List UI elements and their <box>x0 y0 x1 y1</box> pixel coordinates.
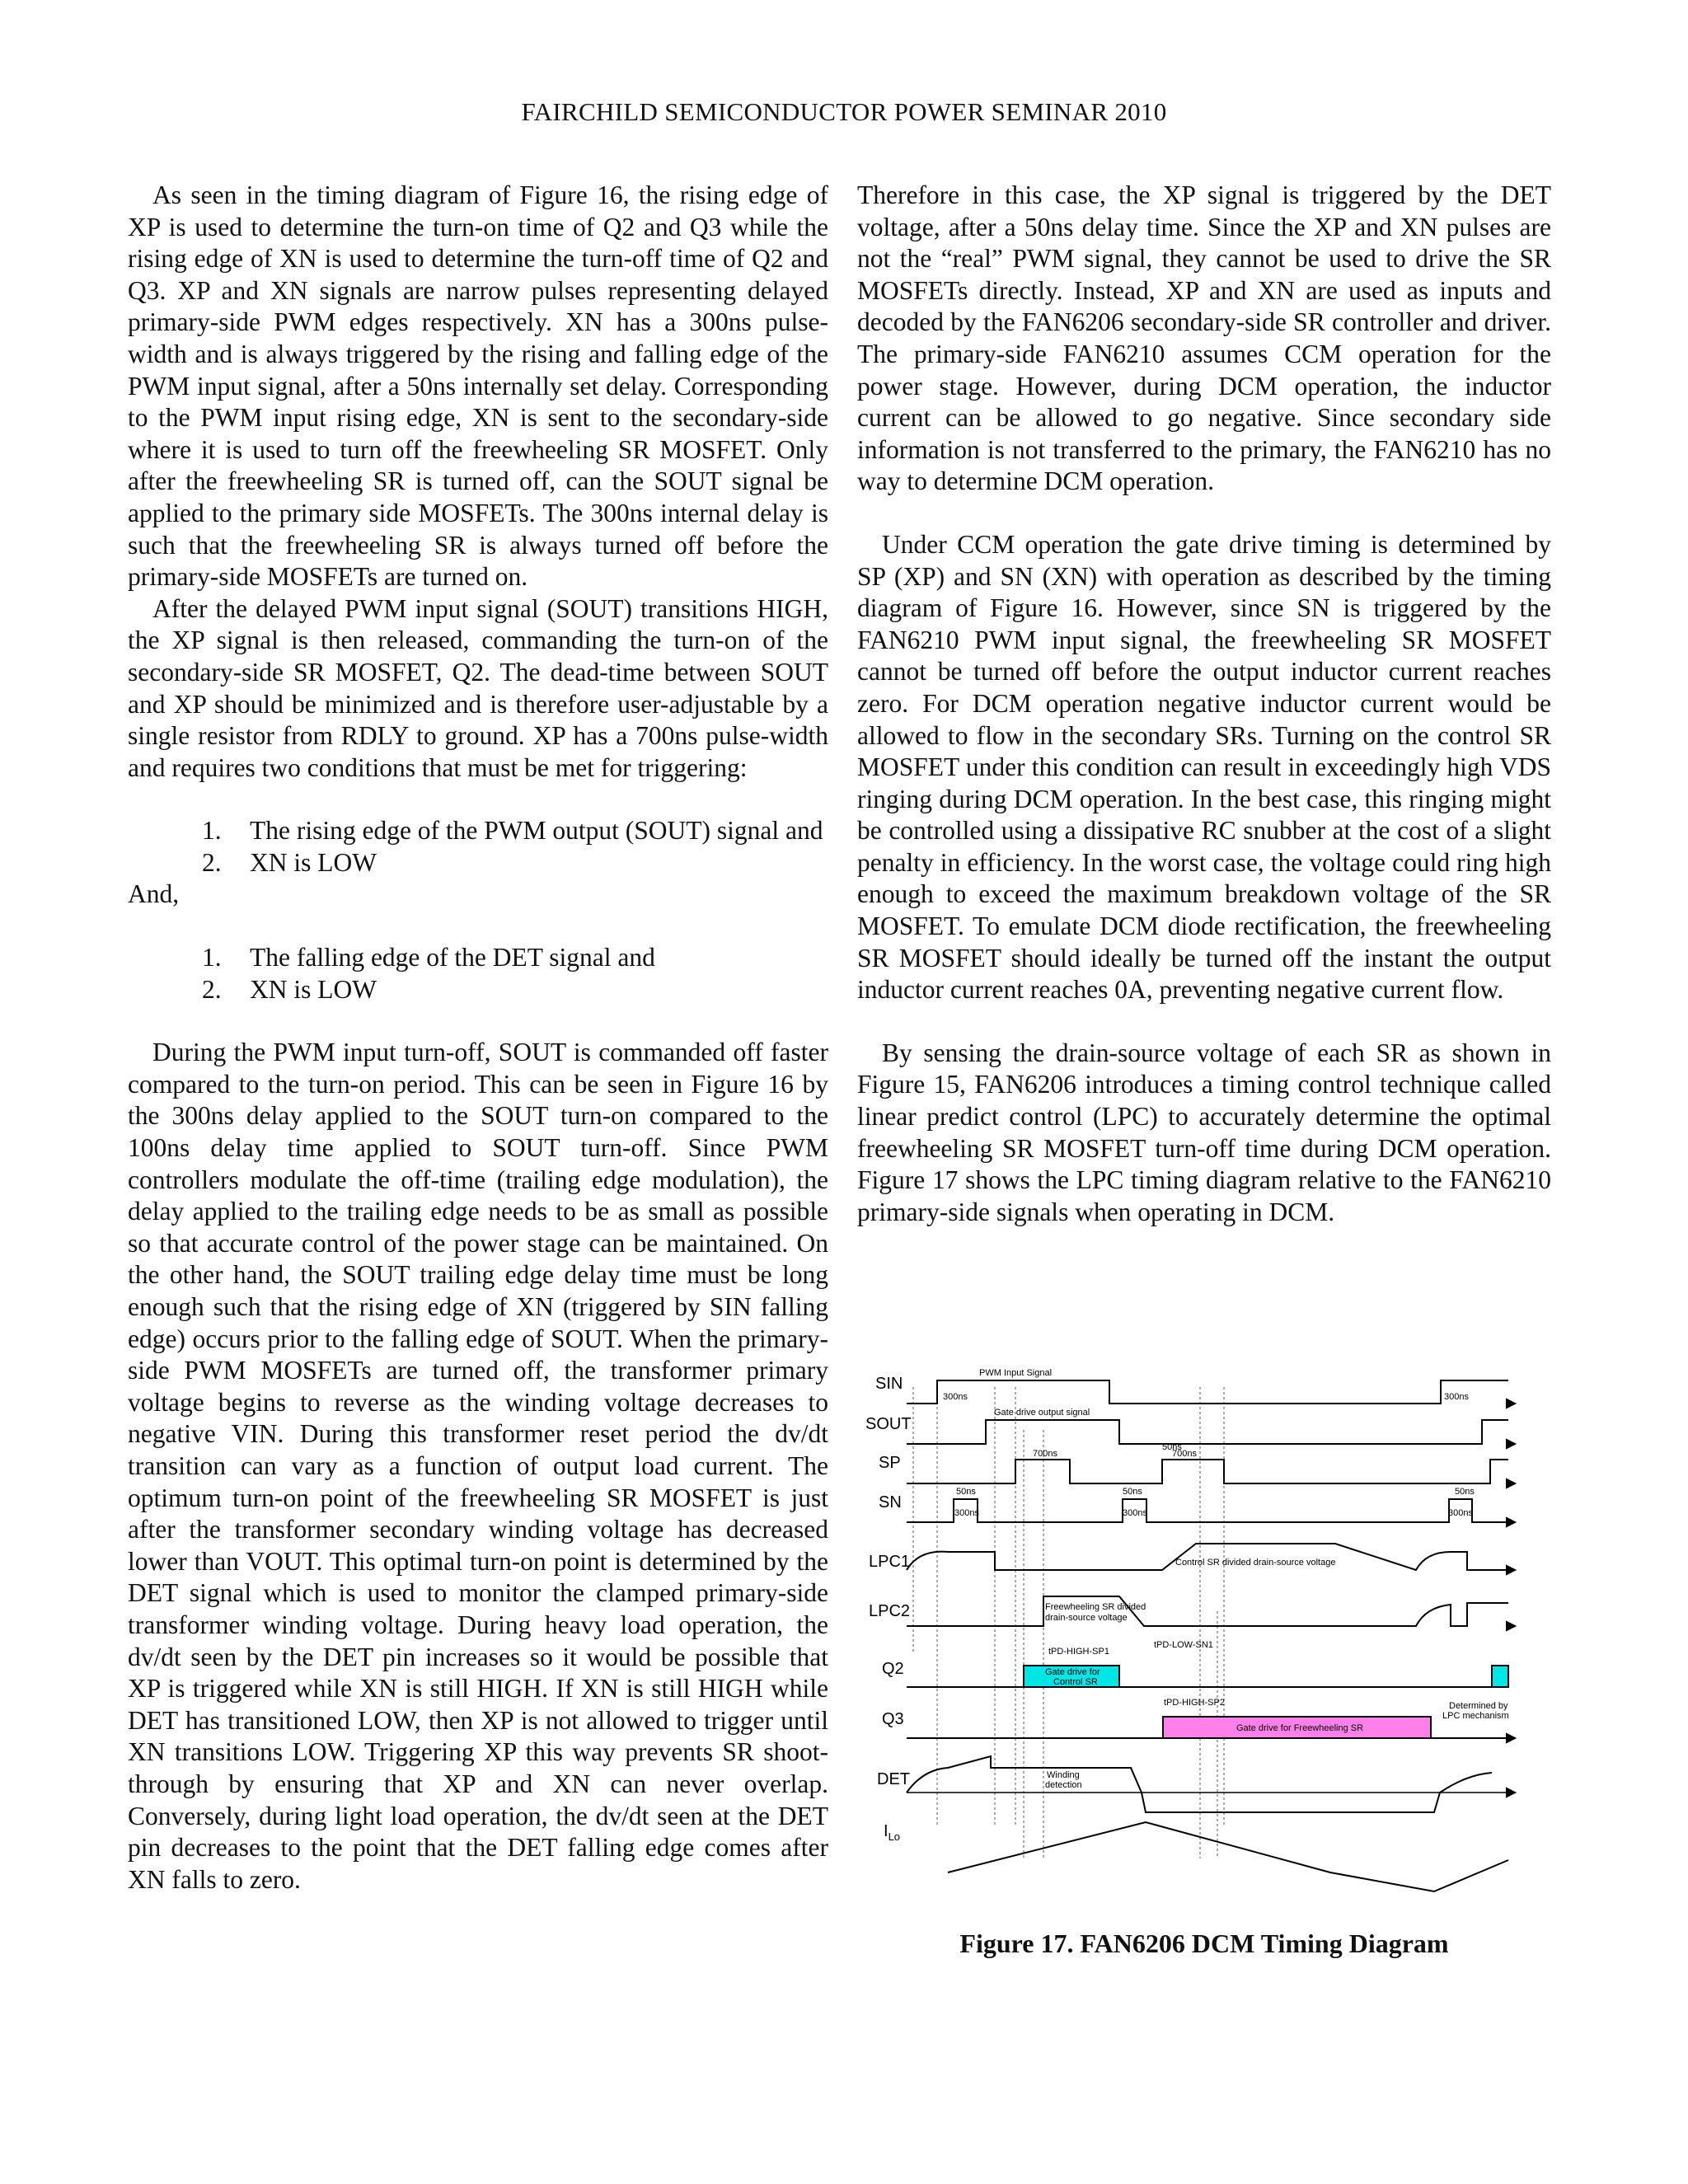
label-sn: SN <box>879 1493 902 1511</box>
spacer <box>857 498 1551 529</box>
winding-detection-label: detection <box>1045 1780 1082 1790</box>
sn-waveform <box>907 1499 1508 1522</box>
timing-label: 300ns <box>1448 1508 1473 1518</box>
left-column <box>128 180 828 1896</box>
timing-label: 300ns <box>1123 1508 1147 1518</box>
spacer <box>128 1005 828 1037</box>
lpc2-annotation: drain-source voltage <box>1045 1613 1128 1623</box>
timing-label: tPD-HIGH-SP2 <box>1164 1698 1225 1708</box>
list-item: 2. XN is LOW <box>202 847 377 877</box>
timing-diagram <box>857 1364 1551 1941</box>
paragraph: Under CCM operation the gate drive timing is determined by SP (XP) and SN (XN) with operation as described by the timing diagram of Figure 16. However, since SN is triggered by the FAN6210 PWM input signal, the freewheeling SR MOSFET cannot be turned off before the output inductor current reaches zero. For DCM operation negative inductor current would be allowed to flow in the secondary SRs. Turning on the control SR MOSFET under this condition can result in exceedingly high VDS ringing during DCM operation. In the best case, this ringing might be controlled using a dissipative RC snubber at the cost of a slight penalty in efficiency. In the worst case, the voltage could ring high enough to exceed the maximum breakdown voltage of the SR MOSFET. To emulate DCM diode rectification, the freewheeling SR MOSFET should ideally be turned off the instant the output inductor current reaches 0A, preventing negative current flow. <box>857 529 1551 1005</box>
timing-label: tPD-HIGH-SP1 <box>1048 1647 1109 1657</box>
label-lpc1: LPC1 <box>869 1553 911 1571</box>
sout-waveform <box>907 1420 1508 1444</box>
timing-label: 300ns <box>943 1392 968 1402</box>
timing-label: 700ns <box>1172 1449 1197 1459</box>
lpc2-annotation: Freewheeling SR divided <box>1045 1602 1146 1612</box>
timing-label: 50ns <box>1162 1442 1182 1452</box>
paragraph: During the PWM input turn-off, SOUT is commanded off faster compared to the turn-on period. This can be seen in Figure 16 by the 300ns delay applied to the SOUT turn-on compared to the 100ns delay time applied to SOUT turn-off. Since PWM controllers modulate the off-time (trailing edge modulation), the delay applied to the trailing edge needs to be as small as possible so that accurate control of the power stage can be maintained. On the other hand, the SOUT trailing edge delay time must be long enough such that the rising edge of XN (triggered by SIN falling edge) occurs prior to the falling edge of SOUT. When the primary-side PWM MOSFETs are turned off, the transformer primary voltage begins to reverse as the winding voltage decreases to negative VIN. During this transformer reset period the dv/dt transition can vary as a function of output load current. The optimum turn-on point of the freewheeling SR MOSFET is just after the transformer secondary winding voltage has decreased lower than VOUT. This optimal turn-on point is determined by the DET signal which is used to monitor the clamped primary-side transformer winding voltage. During heavy load operation, the dv/dt seen by the DET pin increases so it would be possible that XP is triggered while XN is still HIGH. If XN is still HIGH while DET has transitioned LOW, then XP is not allowed to trigger until XN transitions LOW. Triggering XP this way prevents SR shoot-through by ensuring that XP and XN can never overlap. Conversely, during light load operation, the dv/dt seen at the DET pin decreases to the point that the DET falling edge comes after XN falls to zero. <box>128 1038 828 1894</box>
arrow <box>1507 1399 1515 1408</box>
right-column <box>857 180 1551 1228</box>
condition-list-2 <box>128 942 828 1005</box>
ilo-waveform <box>948 1822 1508 1891</box>
arrow <box>1507 1479 1515 1488</box>
arrow <box>1507 1440 1515 1448</box>
timing-label: 50ns <box>1455 1487 1475 1497</box>
paragraph: As seen in the timing diagram of Figure 16, the rising edge of XP is used to determine the turn-on time of Q2 and Q3 while the rising edge of XN is used to determine the turn-off time of Q2 and Q3. XP and XN signals are narrow pulses representing delayed primary-side PWM edges respectively. XN has a 300ns pulse-width and is always triggered by the rising and falling edge of the PWM input signal, after a 50ns internally set delay. Corresponding to the PWM input rising edge, XN is sent to the secondary-side where it is used to turn off the freewheeling SR MOSFET. Only after the freewheeling SR is turned off, can the SOUT signal be applied to the primary side MOSFETs. The 300ns internal delay is such that the freewheeling SR is always turned off before the primary-side MOSFETs are turned on. <box>128 180 828 592</box>
timing-label: 50ns <box>1123 1487 1142 1497</box>
spacer <box>128 784 828 815</box>
paragraph: By sensing the drain-source voltage of each SR as shown in Figure 15, FAN6206 introduces a timing control technique called linear predict control (LPC) to accurately determine the optimal freewheeling SR MOSFET turn-off time during DCM operation. Figure 17 shows the LPC timing diagram relative to the FAN6210 primary-side signals when operating in DCM. <box>857 1038 1551 1226</box>
arrow <box>1507 1734 1515 1742</box>
pwm-input-label: PWM Input Signal <box>979 1368 1053 1378</box>
label-sout: SOUT <box>865 1415 912 1433</box>
lpc2-waveform <box>907 1596 1508 1626</box>
list-item: 2. XN is LOW <box>202 974 377 1004</box>
timing-label: 300ns <box>954 1508 979 1518</box>
condition-list-1 <box>128 815 828 879</box>
spacer <box>857 1006 1551 1038</box>
sin-waveform <box>907 1380 1508 1404</box>
paragraph: Therefore in this case, the XP signal is triggered by the DET voltage, after a 50ns delay time. Since the XP and XN pulses are not the “real” PWM signal, they cannot be used to drive the SR MOSFETs directly. Instead, XP and XN are used as inputs and decoded by the FAN6206 secondary-side SR controller and driver. The primary-side FAN6210 assumes CCM operation for the power stage. However, during DCM operation, the inductor current can be allowed to go negative. Since secondary side information is not transferred to the primary, the FAN6210 has no way to determine DCM operation. <box>857 180 1551 496</box>
label-lpc2: LPC2 <box>869 1602 911 1620</box>
arrow <box>1507 1622 1515 1630</box>
label-sp: SP <box>879 1454 901 1472</box>
and-label: And, <box>128 879 180 909</box>
q2-waveform <box>907 1666 1508 1687</box>
q2-pulse-fill-end <box>1492 1666 1508 1687</box>
sp-waveform <box>907 1460 1508 1483</box>
timing-label: 700ns <box>1033 1449 1057 1459</box>
figure-caption: Figure 17. FAN6206 DCM Timing Diagram <box>959 1929 1449 1958</box>
label-det: DET <box>877 1770 910 1788</box>
lpc-mechanism-label: LPC mechanism <box>1442 1711 1509 1721</box>
q2-annotation: Gate drive for <box>1045 1667 1100 1677</box>
gate-drive-output-label: Gate drive output signal <box>994 1408 1090 1418</box>
winding-detection-label: Winding <box>1047 1770 1080 1780</box>
timing-label: tPD-LOW-SN1 <box>1154 1640 1213 1650</box>
list-item: 1. The rising edge of the PWM output (SOUT) signal and <box>202 816 823 846</box>
arrow <box>1507 1518 1515 1526</box>
label-q2: Q2 <box>882 1660 904 1678</box>
page-header: FAIRCHILD SEMICONDUCTOR POWER SEMINAR 2010 <box>521 97 1167 126</box>
label-sin: SIN <box>875 1375 903 1393</box>
spacer <box>128 911 828 942</box>
label-q3: Q3 <box>882 1710 904 1728</box>
arrow <box>1507 1788 1515 1797</box>
timing-label: 300ns <box>1444 1392 1469 1402</box>
lpc-mechanism-label: Determined by <box>1449 1701 1508 1711</box>
arrow <box>1507 1566 1515 1574</box>
list-item: 1. The falling edge of the DET signal and <box>202 943 655 972</box>
timing-label: 50ns <box>956 1487 976 1497</box>
paragraph: After the delayed PWM input signal (SOUT) transitions HIGH, the XP signal is then released, commanding the turn-on of the secondary-side SR MOSFET, Q2. The dead-time between SOUT and XP should be minimized and is therefore user-adjustable by a single resistor from RDLY to ground. XP has a 700ns pulse-width and requires two conditions that must be met for triggering: <box>128 593 828 782</box>
q3-annotation: Gate drive for Freewheeling SR <box>1236 1723 1364 1733</box>
lpc1-annotation: Control SR divided drain-source voltage <box>1175 1558 1336 1568</box>
q2-annotation: Control SR <box>1053 1677 1098 1687</box>
label-ilo: $I_{Lo}$ <box>884 1822 901 1843</box>
